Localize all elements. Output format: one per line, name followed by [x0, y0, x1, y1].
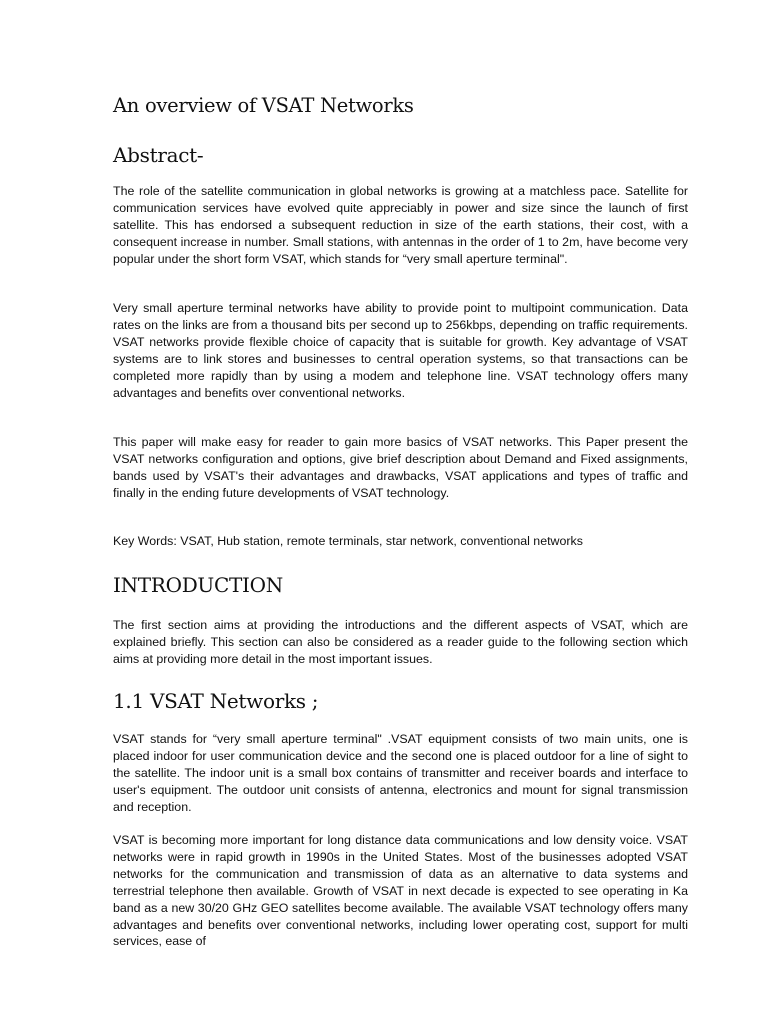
section-1-1-heading: 1.1 VSAT Networks ;	[113, 689, 319, 713]
abstract-paragraph: This paper will make easy for reader to gain more basics of VSAT networks. This Paper present the VSAT networks configuration and options, give brief description about Demand and Fixed assignments, bands used by VSAT's their advantages and drawbacks, VSAT applications and types of traffic and finally in the ending future developments of VSAT technology.	[113, 435, 688, 500]
introduction-paragraph: The first section aims at providing the introductions and the different aspects of VSAT, which are explained briefly. This section can also be considered as a reader guide to the following section which aims at providing more detail in the most important issues.	[113, 618, 688, 666]
section-1-1-paragraph: VSAT stands for “very small aperture terminal" .VSAT equipment consists of two main units, one is placed indoor for user communication device and the second one is placed outdoor for a line of sight to the satellite. The indoor unit is a small box contains of transmitter and receiver boards and interface to user's equipment. The outdoor unit consists of antenna, electronics and mount for signal transmission and reception.	[113, 732, 688, 814]
abstract-heading: Abstract-	[113, 143, 204, 167]
abstract-paragraph: Very small aperture terminal networks have ability to provide point to multipoint communication. Data rates on the links are from a thousand bits per second up to 256kbps, depending on traffic requirements. VSAT networks provide flexible choice of capacity that is suitable for growth. Key advantage of VSAT systems are to link stores and businesses to central operation systems, so that transactions can be completed more rapidly than by using a modem and telephone line. VSAT technology offers many advantages and benefits over conventional networks.	[113, 301, 688, 400]
abstract-paragraph: The role of the satellite communication in global networks is growing at a matchless pace. Satellite for communication services have evolved quite appreciably in power and size since the launch of first satellite. This has endorsed a subsequent reduction in size of the earth stations, their cost, with a consequent increase in number. Small stations, with antennas in the order of 1 to 2m, have become very popular under the short form VSAT, which stands for “very small aperture terminal".	[113, 184, 688, 266]
section-1-1-paragraph: VSAT is becoming more important for long distance data communications and low density voice. VSAT networks were in rapid growth in 1990s in the United States. Most of the businesses adopted VSAT networks for the communication and transmission of data as an alternative to data systems and terrestrial telephone then available. Growth of VSAT in next decade is expected to see operating in Ka band as a new 30/20 GHz GEO satellites become available. The available VSAT technology offers many advantages and benefits over conventional networks, including lower operating cost, support for multi services, ease of	[113, 833, 688, 949]
document-title: An overview of VSAT Networks	[113, 94, 414, 117]
keywords-line: Key Words: VSAT, Hub station, remote terminals, star network, conventional networks	[113, 534, 583, 548]
introduction-heading: INTRODUCTION	[113, 573, 283, 597]
